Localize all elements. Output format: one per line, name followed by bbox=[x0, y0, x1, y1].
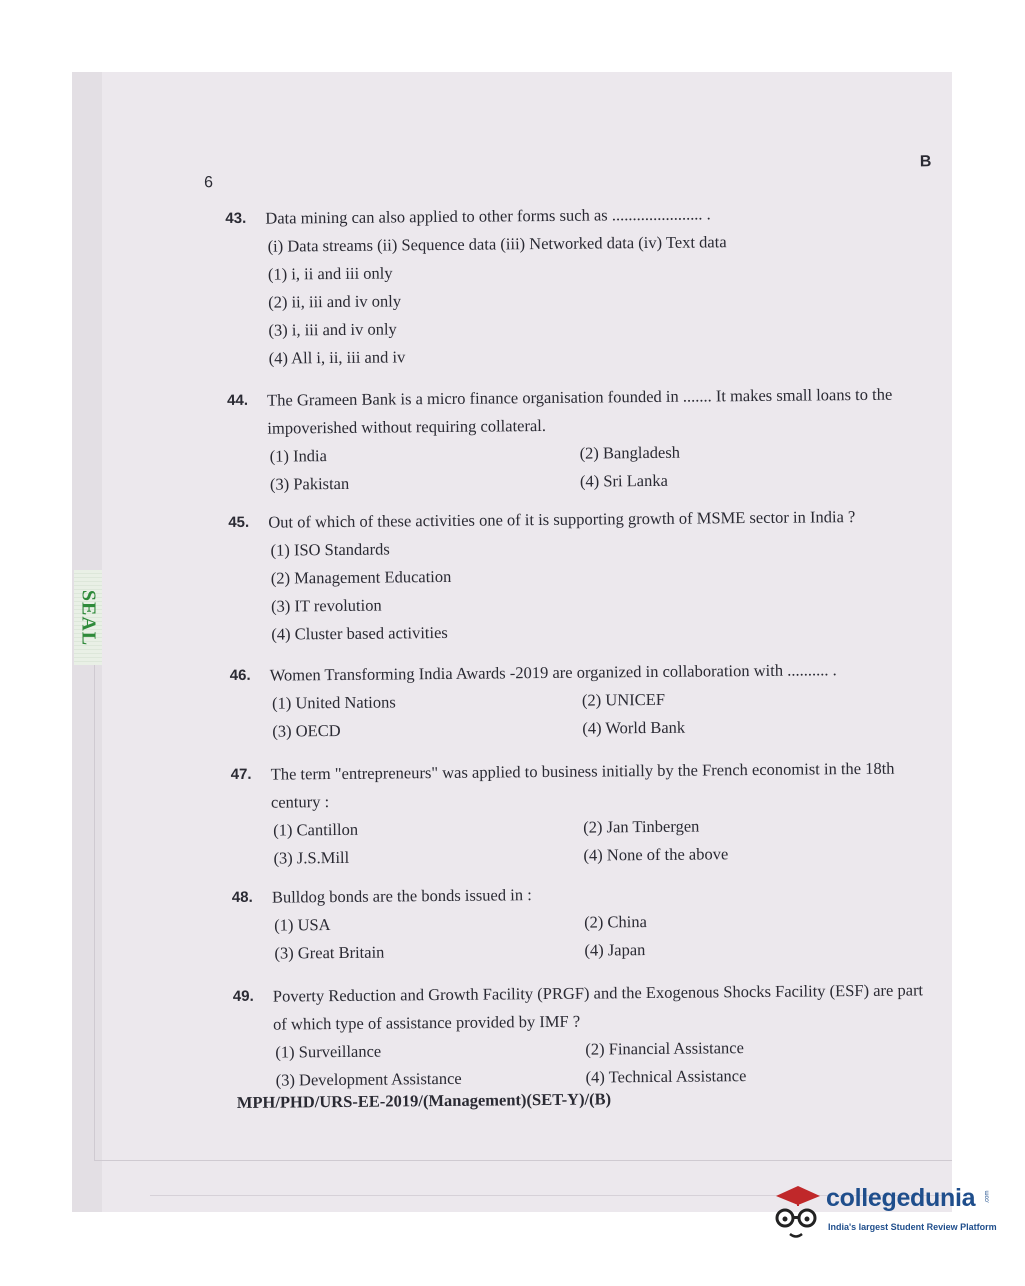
question-text: Out of which of these activities one of it is supporting growth of MSME sector in India ? bbox=[268, 507, 856, 532]
question-44 bbox=[227, 380, 928, 499]
option: (2) Financial Assistance bbox=[585, 1038, 744, 1059]
option: (4) Technical Assistance bbox=[585, 1066, 747, 1087]
question-48 bbox=[232, 877, 933, 968]
option: (2) China bbox=[584, 912, 648, 932]
option: (2) Jan Tinbergen bbox=[583, 816, 700, 837]
question-47 bbox=[231, 754, 932, 873]
logo-wordmark: collegedunia bbox=[826, 1184, 976, 1212]
option: (4) World Bank bbox=[582, 717, 686, 738]
question-number: 44. bbox=[227, 391, 249, 410]
option: (2) Management Education bbox=[270, 566, 452, 588]
option: (1) ISO Standards bbox=[270, 539, 390, 560]
option: (1) India bbox=[269, 446, 328, 466]
question-text: Poverty Reduction and Growth Facility (PRGF) and the Exogenous Shocks Facility (ESF) are part of which type of assistance provided by IMF ? bbox=[272, 980, 924, 1034]
option: (3) IT revolution bbox=[271, 595, 382, 616]
option: (3) J.S.Mill bbox=[273, 847, 350, 868]
option: (3) OECD bbox=[272, 720, 341, 741]
question-number: 48. bbox=[231, 888, 253, 907]
question-number: 43. bbox=[225, 209, 247, 228]
question-text: Bulldog bonds are the bonds issued in : bbox=[271, 885, 532, 907]
question-49 bbox=[233, 976, 934, 1095]
question-46 bbox=[230, 655, 931, 746]
question-43 bbox=[225, 198, 927, 373]
page-number: 6 bbox=[203, 174, 214, 192]
option-grid bbox=[273, 810, 932, 872]
option: (4) Cluster based activities bbox=[271, 622, 448, 644]
paper-code-footer: MPH/PHD/URS-EE-2019/(Management)(SET-Y)/(B) bbox=[236, 1089, 612, 1112]
question-subitems: (i) Data streams (ii) Sequence data (iii) Networked data (iv) Text data bbox=[267, 232, 727, 256]
question-text: Data mining can also applied to other forms such as ...................... . bbox=[265, 204, 711, 228]
option: (3) Great Britain bbox=[274, 942, 385, 963]
option: (1) USA bbox=[274, 915, 331, 935]
question-45 bbox=[228, 502, 929, 649]
question-number: 49. bbox=[232, 987, 254, 1006]
question-number: 45. bbox=[228, 513, 250, 532]
graduate-mascot-icon bbox=[768, 1178, 824, 1248]
question-text: Women Transforming India Awards -2019 are organized in collaboration with .......... . bbox=[269, 660, 837, 685]
logo-tagline: India's largest Student Review Platform bbox=[828, 1222, 997, 1232]
option: (4) None of the above bbox=[583, 844, 729, 865]
option-list bbox=[270, 530, 929, 648]
set-letter: B bbox=[919, 153, 932, 171]
option: (4) Japan bbox=[584, 940, 646, 960]
option: (4) Sri Lanka bbox=[579, 470, 668, 491]
option: (1) i, ii and iii only bbox=[267, 263, 393, 284]
logo-domain: .com bbox=[984, 1190, 991, 1204]
seal-label: SEAL bbox=[77, 589, 100, 646]
option: (2) Bangladesh bbox=[579, 442, 681, 463]
collegedunia-logo[interactable] bbox=[768, 1178, 998, 1248]
option: (3) Development Assistance bbox=[275, 1068, 462, 1090]
option: (3) Pakistan bbox=[269, 473, 350, 494]
option: (1) Cantillon bbox=[273, 819, 359, 840]
option-grid bbox=[272, 683, 931, 745]
question-number: 46. bbox=[229, 666, 251, 685]
option: (3) i, iii and iv only bbox=[268, 319, 397, 340]
question-number: 47. bbox=[230, 765, 252, 784]
option-grid bbox=[274, 905, 933, 967]
question-text: The term "entrepreneurs" was applied to business initially by the French economist in the 18th century : bbox=[270, 758, 895, 812]
option-grid bbox=[270, 436, 929, 498]
question-text: The Grameen Bank is a micro finance organisation founded in ....... It makes small loans to the impoverished without requiring collateral. bbox=[267, 384, 893, 438]
option: (2) UNICEF bbox=[581, 689, 666, 710]
option: (4) All i, ii, iii and iv bbox=[268, 347, 406, 368]
option: (2) ii, iii and iv only bbox=[268, 291, 402, 312]
option-grid bbox=[275, 1032, 934, 1094]
option: (1) United Nations bbox=[271, 692, 396, 713]
option-list bbox=[268, 254, 927, 372]
option: (1) Surveillance bbox=[275, 1041, 382, 1062]
